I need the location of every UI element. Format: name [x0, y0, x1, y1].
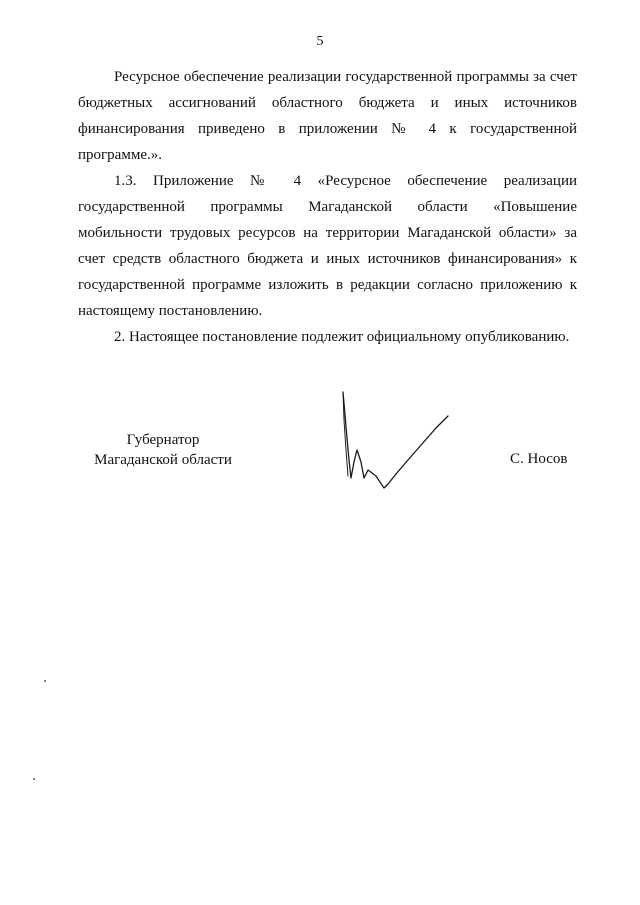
- signatory-title: [78, 430, 248, 470]
- document-body: [78, 64, 577, 350]
- signature-block: [0, 420, 640, 540]
- scan-speck: [33, 778, 35, 780]
- signatory-name: С. Носов: [510, 451, 568, 467]
- page-number: 5: [316, 34, 324, 49]
- signatory-title-line1: Губернатор: [126, 432, 200, 448]
- paragraph-item-1-3: 1.3. Приложение № 4 «Ресурсное обеспечение реализации государственной программы Магаданской области «Повышение мобильности трудовых ресурсов на территории Магаданской области» за счет средств областного бюджета и иных источников финансирования» к государственной программе изложить в редакции согласно приложению к настоящему постановлению.: [78, 173, 577, 319]
- paragraph-resource-provision: Ресурсное обеспечение реализации государственной программы за счет бюджетных ассигнований областного бюджета и иных источников финансирования приведено в приложении № 4 к государственной программе.».: [78, 69, 577, 163]
- scan-speck: [44, 680, 46, 682]
- paragraph-item-2: 2. Настоящее постановление подлежит официальному опубликованию.: [114, 329, 570, 345]
- handwritten-signature: [330, 390, 460, 500]
- signatory-title-line2: Магаданской области: [94, 452, 232, 468]
